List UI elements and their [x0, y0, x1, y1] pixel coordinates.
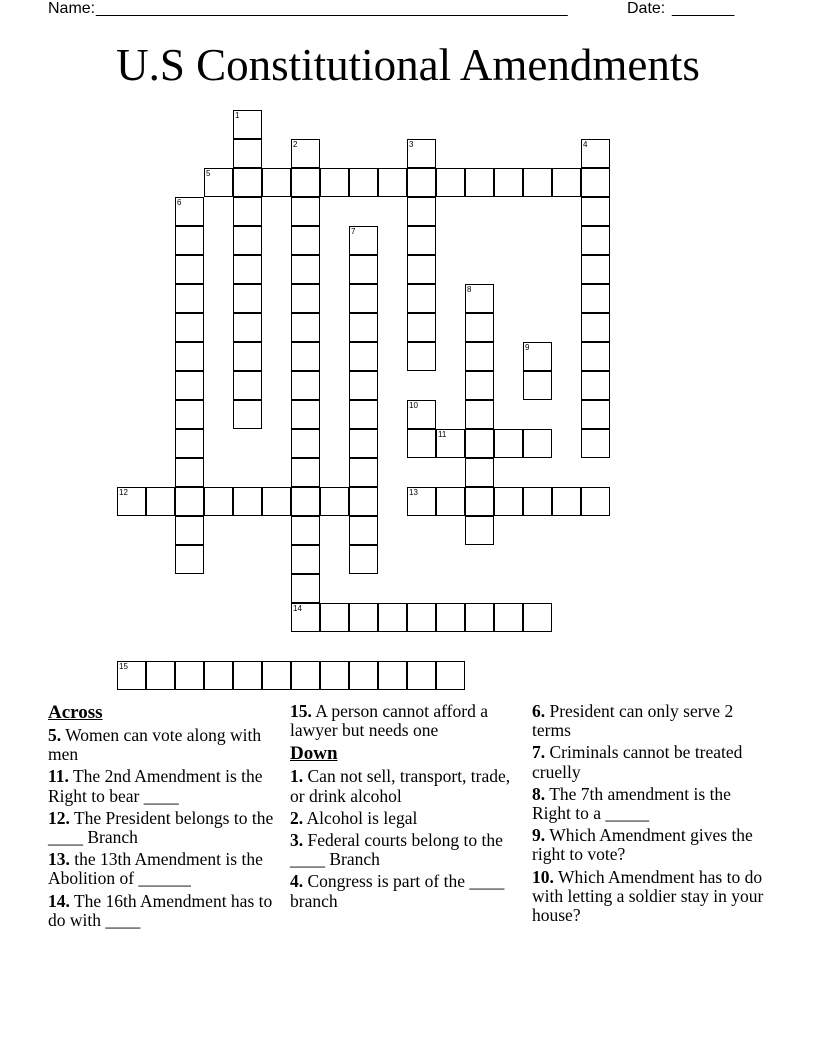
grid-cell[interactable]: [494, 603, 523, 632]
grid-cell[interactable]: [407, 168, 436, 197]
grid-cell[interactable]: [407, 284, 436, 313]
grid-cell[interactable]: [465, 168, 494, 197]
grid-cell[interactable]: [581, 371, 610, 400]
grid-cell[interactable]: [175, 487, 204, 516]
grid-cell[interactable]: [436, 661, 465, 690]
grid-cell[interactable]: [465, 313, 494, 342]
clue-across-14: 14. The 16th Amendment has to do with ____: [48, 890, 273, 930]
clue-number: 4: [583, 140, 588, 149]
grid-cell[interactable]: [291, 255, 320, 284]
grid-cell[interactable]: [349, 545, 378, 574]
grid-cell[interactable]: [233, 284, 262, 313]
grid-cell[interactable]: [175, 516, 204, 545]
clue-number: 2: [293, 140, 298, 149]
clue-down-8: 8. The 7th amendment is the Right to a _____: [532, 783, 731, 824]
grid-cell[interactable]: [233, 255, 262, 284]
clue-across-5: 5. Women can vote along with men: [48, 725, 262, 765]
grid-cell[interactable]: [407, 661, 436, 690]
grid-cell[interactable]: [349, 313, 378, 342]
grid-cell[interactable]: [436, 168, 465, 197]
across-column-1: [48, 702, 284, 933]
grid-cell[interactable]: [291, 429, 320, 458]
grid-cell[interactable]: [436, 603, 465, 632]
grid-cell[interactable]: [204, 168, 233, 197]
grid-cell[interactable]: [581, 168, 610, 197]
grid-cell[interactable]: [291, 168, 320, 197]
grid-cell[interactable]: [291, 197, 320, 226]
clue-across-13: 13. the 13th Amendment is the Abolition of ______: [48, 849, 263, 889]
grid-cell[interactable]: [175, 458, 204, 487]
page-title: U.S Constitutional Amendments: [116, 40, 700, 90]
grid-cell[interactable]: [349, 168, 378, 197]
grid-cell[interactable]: [465, 284, 494, 313]
grid-cell[interactable]: [204, 661, 233, 690]
grid-cell[interactable]: [407, 487, 436, 516]
grid-cell[interactable]: [523, 487, 552, 516]
grid-cell[interactable]: [465, 342, 494, 371]
grid-cell[interactable]: [349, 487, 378, 516]
clue-number: 3: [409, 140, 414, 149]
grid-cell[interactable]: [233, 371, 262, 400]
grid-cell[interactable]: [175, 197, 204, 226]
grid-cell[interactable]: [523, 429, 552, 458]
grid-cell[interactable]: [407, 139, 436, 168]
clue-number: 1: [235, 111, 240, 120]
grid-cell[interactable]: [291, 458, 320, 487]
grid-cell[interactable]: [175, 371, 204, 400]
clue-number: 14: [293, 604, 302, 613]
clue-number: 10: [409, 401, 418, 410]
across-heading: Across: [48, 702, 103, 723]
grid-cell[interactable]: [349, 516, 378, 545]
clue-down-4: 4. Congress is part of the ____ branch: [290, 871, 505, 911]
grid-cell[interactable]: [291, 487, 320, 516]
grid-cell[interactable]: [552, 168, 581, 197]
grid-cell[interactable]: [349, 400, 378, 429]
grid-cell[interactable]: [262, 168, 291, 197]
grid-cell[interactable]: [233, 139, 262, 168]
grid-cell[interactable]: [581, 197, 610, 226]
grid-cell[interactable]: [291, 139, 320, 168]
grid-cell[interactable]: [581, 400, 610, 429]
clue-down-9: 9. Which Amendment gives the right to vote?: [532, 825, 753, 865]
grid-cell[interactable]: [291, 284, 320, 313]
grid-cell[interactable]: [465, 487, 494, 516]
date-line[interactable]: _______: [672, 0, 735, 17]
clue-number: 5: [206, 169, 211, 178]
grid-cell[interactable]: [581, 487, 610, 516]
grid-cell[interactable]: [407, 429, 436, 458]
grid-cell[interactable]: [349, 342, 378, 371]
grid-cell[interactable]: [349, 226, 378, 255]
grid-cell[interactable]: [320, 661, 349, 690]
grid-cell[interactable]: [407, 255, 436, 284]
grid-cell[interactable]: [465, 516, 494, 545]
grid-cell[interactable]: [378, 603, 407, 632]
grid-cell[interactable]: [175, 661, 204, 690]
clue-down-6: 6. President can only serve 2 terms: [532, 701, 734, 741]
grid-cell[interactable]: [407, 226, 436, 255]
grid-cell[interactable]: [175, 342, 204, 371]
grid-cell[interactable]: [291, 603, 320, 632]
grid-cell[interactable]: [291, 516, 320, 545]
grid-cell[interactable]: [581, 139, 610, 168]
grid-cell[interactable]: [175, 545, 204, 574]
clue-number: 13: [409, 488, 418, 497]
grid-cell[interactable]: [349, 429, 378, 458]
grid-cell[interactable]: [349, 458, 378, 487]
grid-cell[interactable]: [233, 110, 262, 139]
grid-cell[interactable]: [291, 313, 320, 342]
grid-cell[interactable]: [407, 400, 436, 429]
grid-cell[interactable]: [523, 603, 552, 632]
grid-cell[interactable]: [494, 429, 523, 458]
grid-cell[interactable]: [175, 255, 204, 284]
grid-cell[interactable]: [436, 487, 465, 516]
grid-cell[interactable]: [465, 371, 494, 400]
grid-cell[interactable]: [233, 487, 262, 516]
down-heading: Down: [290, 743, 338, 765]
grid-cell[interactable]: [581, 255, 610, 284]
grid-cell[interactable]: [233, 226, 262, 255]
clue-down-7: 7. Criminals cannot be treated cruelly: [532, 742, 743, 782]
grid-cell[interactable]: [465, 400, 494, 429]
clue-column-2: [290, 702, 518, 914]
clue-number: 9: [525, 343, 530, 352]
clue-number: 11: [438, 430, 447, 439]
grid-cell[interactable]: [175, 313, 204, 342]
clue-across-15: 15. A person cannot afford a lawyer but needs one: [290, 701, 488, 741]
grid-cell[interactable]: [233, 661, 262, 690]
grid-cell[interactable]: [581, 284, 610, 313]
grid-cell[interactable]: [349, 284, 378, 313]
grid-cell[interactable]: [291, 545, 320, 574]
clue-across-12: 12. The President belongs to the ____ Branch: [48, 807, 274, 848]
name-label: Name:: [48, 0, 96, 17]
clue-across-11: 11. The 2nd Amendment is the Right to bear ____: [48, 766, 263, 806]
clue-down-1: 1. Can not sell, transport, trade, or drink alcohol: [290, 766, 511, 806]
grid-cell[interactable]: [407, 313, 436, 342]
grid-cell[interactable]: [262, 661, 291, 690]
grid-cell[interactable]: [494, 487, 523, 516]
grid-cell[interactable]: [146, 487, 175, 516]
grid-cell[interactable]: [175, 226, 204, 255]
clue-column-3: [532, 702, 772, 928]
grid-cell[interactable]: [378, 661, 407, 690]
grid-cell[interactable]: [320, 487, 349, 516]
clue-number: 7: [351, 227, 356, 236]
grid-cell[interactable]: [465, 429, 494, 458]
clue-number: 6: [177, 198, 182, 207]
grid-cell[interactable]: [407, 603, 436, 632]
grid-cell[interactable]: [233, 342, 262, 371]
grid-cell[interactable]: [465, 458, 494, 487]
grid-cell[interactable]: [581, 226, 610, 255]
clue-down-3: 3. Federal courts belong to the ____ Branch: [290, 830, 503, 870]
grid-cell[interactable]: [175, 400, 204, 429]
grid-cell[interactable]: [523, 168, 552, 197]
grid-cell[interactable]: [581, 429, 610, 458]
grid-cell[interactable]: [581, 313, 610, 342]
grid-cell[interactable]: [291, 661, 320, 690]
grid-cell[interactable]: [175, 429, 204, 458]
grid-cell[interactable]: [233, 400, 262, 429]
grid-cell[interactable]: [494, 168, 523, 197]
grid-cell[interactable]: [436, 429, 465, 458]
grid-cell[interactable]: [204, 487, 233, 516]
grid-cell[interactable]: [291, 400, 320, 429]
name-line[interactable]: _____________________________________________________: [96, 0, 568, 17]
grid-cell[interactable]: [233, 168, 262, 197]
grid-cell[interactable]: [320, 603, 349, 632]
grid-cell[interactable]: [552, 487, 581, 516]
grid-cell[interactable]: [233, 197, 262, 226]
grid-cell[interactable]: [291, 342, 320, 371]
clue-down-10: 10. Which Amendment has to do with letting a soldier stay in your house?: [532, 866, 764, 926]
grid-cell[interactable]: [581, 342, 610, 371]
clue-down-2: 2. Alcohol is legal: [290, 807, 418, 828]
grid-cell[interactable]: [349, 661, 378, 690]
grid-cell[interactable]: [146, 661, 175, 690]
grid-cell[interactable]: [523, 342, 552, 371]
grid-cell[interactable]: [407, 197, 436, 226]
grid-cell[interactable]: [291, 371, 320, 400]
grid-cell[interactable]: [175, 284, 204, 313]
clue-number: 12: [119, 488, 128, 497]
grid-cell[interactable]: [233, 313, 262, 342]
grid-cell[interactable]: [262, 487, 291, 516]
grid-cell[interactable]: [465, 603, 494, 632]
clue-number: 8: [467, 285, 472, 294]
grid-cell[interactable]: [117, 661, 146, 690]
grid-cell[interactable]: [320, 168, 349, 197]
grid-cell[interactable]: [349, 255, 378, 284]
grid-cell[interactable]: [349, 603, 378, 632]
clue-number: 15: [119, 662, 128, 671]
grid-cell[interactable]: [291, 574, 320, 603]
grid-cell[interactable]: [378, 168, 407, 197]
grid-cell[interactable]: [291, 226, 320, 255]
grid-cell[interactable]: [117, 487, 146, 516]
date-label: Date:: [627, 0, 666, 17]
grid-cell[interactable]: [407, 342, 436, 371]
grid-cell[interactable]: [349, 371, 378, 400]
grid-cell[interactable]: [523, 371, 552, 400]
